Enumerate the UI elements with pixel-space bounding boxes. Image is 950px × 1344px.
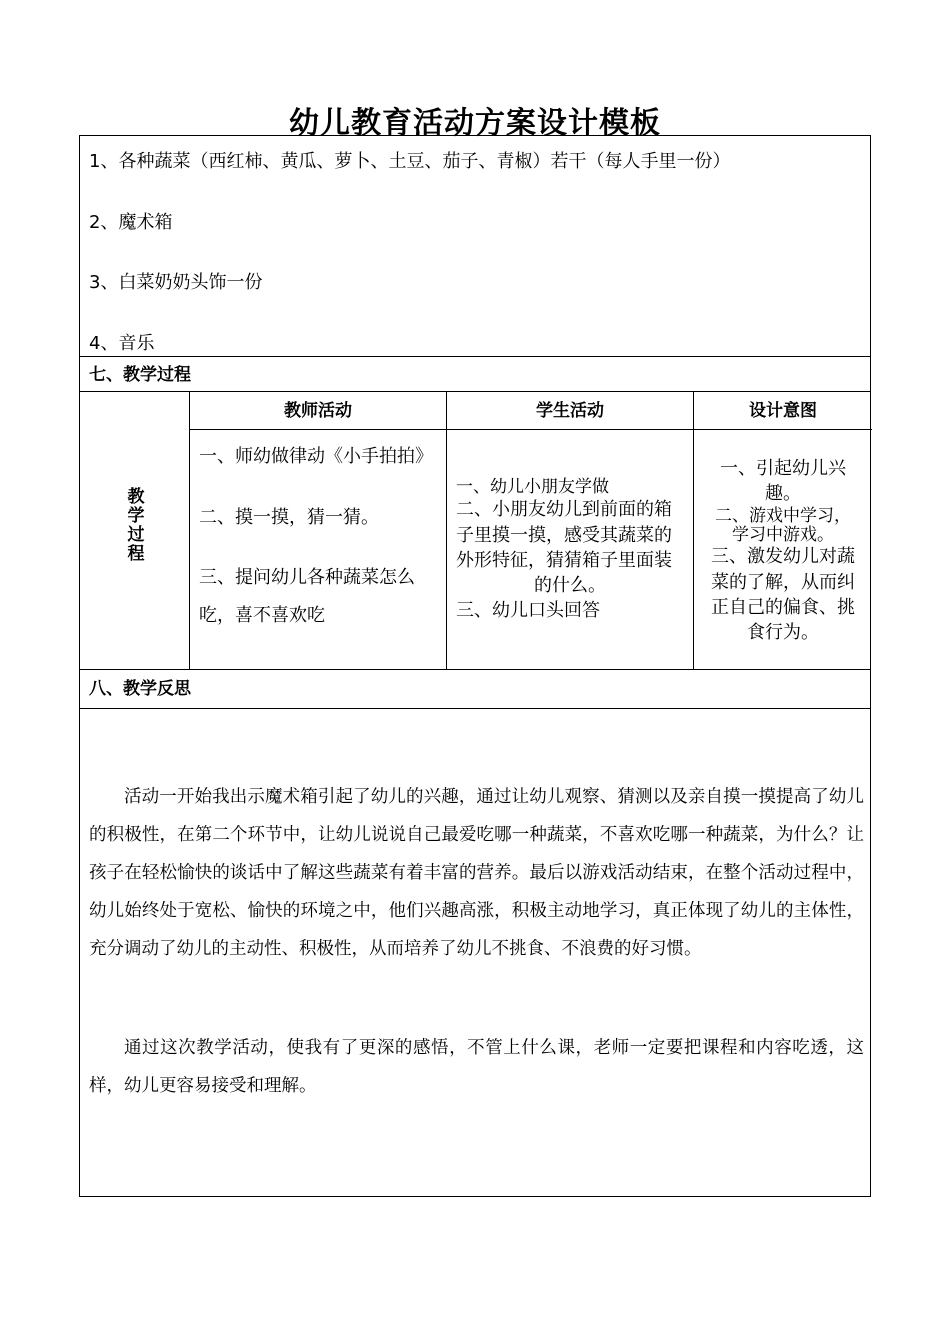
intent-line: 二、游戏中学习， — [715, 506, 851, 526]
intent-line: 一、引起幼儿兴 — [720, 458, 846, 479]
material-item: 1、各种蔬菜（西红柿、黄瓜、萝卜、土豆、茄子、青椒）若干（每人手里一份） — [89, 151, 731, 172]
row-divider — [80, 356, 870, 357]
section-heading-reflection: 八、教学反思 — [89, 679, 191, 699]
side-label-char: 教 — [127, 487, 145, 507]
reflection-paragraph: 通过这次教学活动，使我有了更深的感悟，不管上什么课，老师一定要把课程和内容吃透，这样，幼儿更容易接受和理解。 — [89, 1038, 864, 1096]
column-header-teacher: 教师活动 — [284, 401, 352, 421]
side-label-char: 过 — [127, 525, 145, 545]
header-row-divider — [189, 429, 872, 430]
material-item: 2、魔术箱 — [89, 212, 173, 233]
intent-line: 食行为。 — [747, 622, 819, 643]
intent-line: 趣。 — [765, 483, 801, 504]
section-heading-teaching-process: 七、教学过程 — [89, 365, 191, 385]
side-label-teaching-process — [124, 488, 148, 564]
teacher-activity-line: 吃，喜不喜欢吃 — [199, 605, 325, 626]
student-activity-line: 外形特征，猜猜箱子里面装 — [456, 550, 672, 571]
column-header-student: 学生活动 — [536, 401, 604, 421]
intent-line: 菜的了解，从而纠 — [711, 572, 855, 593]
student-activity-line: 子里摸一摸，感受其蔬菜的 — [456, 525, 672, 546]
student-activity-line: 的什么。 — [534, 575, 606, 596]
teacher-activity-line: 三、提问幼儿各种蔬菜怎么 — [199, 567, 415, 588]
material-item: 3、白菜奶奶头饰一份 — [89, 272, 263, 293]
side-label-char: 程 — [127, 544, 145, 564]
column-divider — [446, 391, 447, 669]
intent-line: 三、激发幼儿对蔬 — [711, 546, 855, 567]
intent-line: 学习中游戏。 — [732, 525, 834, 545]
teacher-activity-line: 二、摸一摸，猜一猜。 — [199, 507, 379, 528]
plan-table — [79, 135, 871, 1197]
row-divider — [80, 391, 870, 392]
teacher-activity-line: 一、师幼做律动《小手拍拍》 — [199, 446, 433, 467]
column-divider — [189, 391, 190, 669]
row-divider — [80, 708, 870, 709]
column-header-intent: 设计意图 — [749, 401, 817, 421]
student-activity-line: 一、幼儿小朋友学做 — [456, 477, 609, 497]
material-item: 4、音乐 — [89, 333, 155, 354]
row-divider — [80, 669, 870, 670]
student-activity-line: 二、小朋友幼儿到前面的箱 — [456, 499, 672, 520]
page-title: 幼儿教育活动方案设计模板 — [289, 106, 661, 141]
reflection-paragraph: 活动一开始我出示魔术箱引起了幼儿的兴趣，通过让幼儿观察、猜测以及亲自摸一摸提高了幼儿的积极性，在第二个环节中，让幼儿说说自己最爱吃哪一种蔬菜，不喜欢吃哪一种蔬菜，为什么？让孩子在轻松愉快的谈话中了解这些蔬菜有着丰富的营养。最后以游戏活动结束，在整个活动过程中，幼儿始终处于宽松、愉快的环境之中，他们兴趣高涨，积极主动地学习，真正体现了幼儿的主体性，充分调动了幼儿的主动性、积极性，从而培养了幼儿不挑食、不浪费的好习惯。 — [89, 787, 864, 959]
intent-line: 正自己的偏食、挑 — [711, 597, 855, 618]
student-activity-line: 三、幼儿口头回答 — [456, 600, 600, 621]
side-label-char: 学 — [127, 506, 145, 526]
